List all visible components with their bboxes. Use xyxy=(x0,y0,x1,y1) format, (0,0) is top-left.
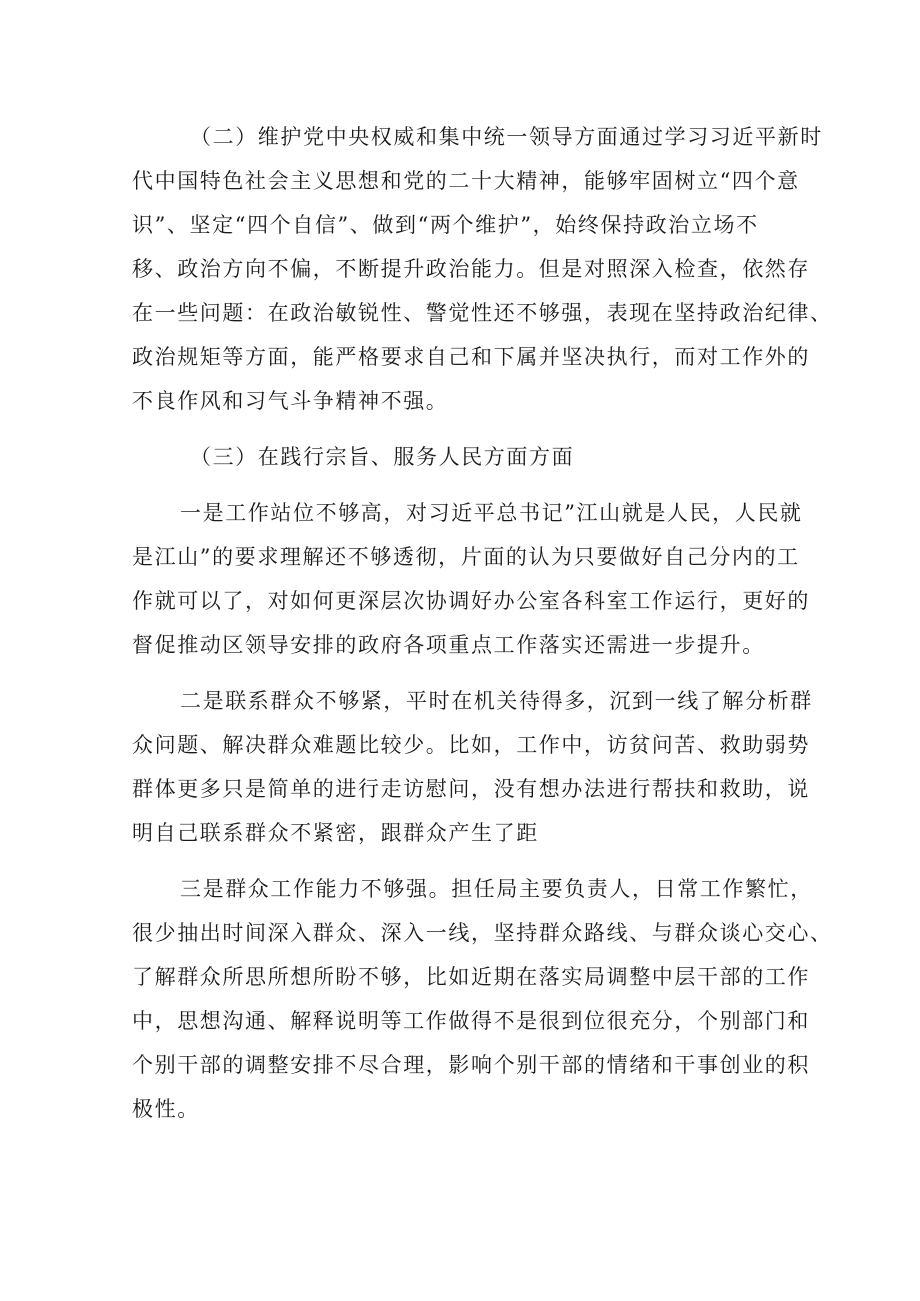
paragraph-line: 是江山”的要求理解还不够透彻，片面的认为只要做好自己分内的工 xyxy=(132,545,800,569)
paragraph-line: 群体更多只是简单的进行走访慰问，没有想办法进行帮扶和救助，说 xyxy=(132,777,810,801)
paragraph-line: 作就可以了，对如何更深层次协调好办公室各科室工作运行，更好的 xyxy=(132,589,810,613)
paragraph-line: 众问题、解决群众难题比较少。比如，工作中，访贫问苦、救助弱势 xyxy=(132,733,810,757)
paragraph-line: 不良作风和习气斗争精神不强。 xyxy=(132,389,449,413)
paragraph-line: 中，思想沟通、解释说明等工作做得不是很到位很充分，个别部门和 xyxy=(132,1009,810,1033)
paragraph-line: 极性。 xyxy=(132,1097,200,1121)
paragraph-line: 个别干部的调整安排不尽合理，影响个别干部的情绪和干事创业的积 xyxy=(132,1053,810,1077)
paragraph-line: 代中国特色社会主义思想和党的二十大精神，能够牢固树立“四个意 xyxy=(132,169,800,193)
paragraph-line: 督促推动区领导安排的政府各项重点工作落实还需进一步提升。 xyxy=(132,633,765,657)
paragraph-line: 识”、坚定“四个自信”、做到“两个维护”，始终保持政治立场不 xyxy=(132,213,759,237)
paragraph-line: 很少抽出时间深入群众、深入一线，坚持群众路线、与群众谈心交心、 xyxy=(132,921,833,945)
paragraph-line: 移、政治方向不偏，不断提升政治能力。但是对照深入检查，依然存 xyxy=(132,257,810,281)
paragraph-line: 一是工作站位不够高，对习近平总书记”江山就是人民，人民就 xyxy=(180,501,803,525)
paragraph-line: （二）维护党中央权威和集中统一领导方面通过学习习近平新时 xyxy=(190,125,823,149)
paragraph-line: 政治规矩等方面，能严格要求自己和下属并坚决执行，而对工作外的 xyxy=(132,345,810,369)
paragraph-line: 三是群众工作能力不够强。担任局主要负责人，日常工作繁忙， xyxy=(180,877,813,901)
paragraph-line: 明自己联系群众不紧密，跟群众产生了距 xyxy=(132,821,539,845)
section-heading: （三）在践行宗旨、服务人民方面方面 xyxy=(190,445,575,469)
paragraph-line: 二是联系群众不够紧，平时在机关待得多，沉到一线了解分析群 xyxy=(180,689,813,713)
paragraph-line: 了解群众所思所想所盼不够，比如近期在落实局调整中层干部的工作 xyxy=(132,965,810,989)
paragraph-line: 在一些问题：在政治敏锐性、警觉性还不够强，表现在坚持政治纪律、 xyxy=(132,301,833,325)
